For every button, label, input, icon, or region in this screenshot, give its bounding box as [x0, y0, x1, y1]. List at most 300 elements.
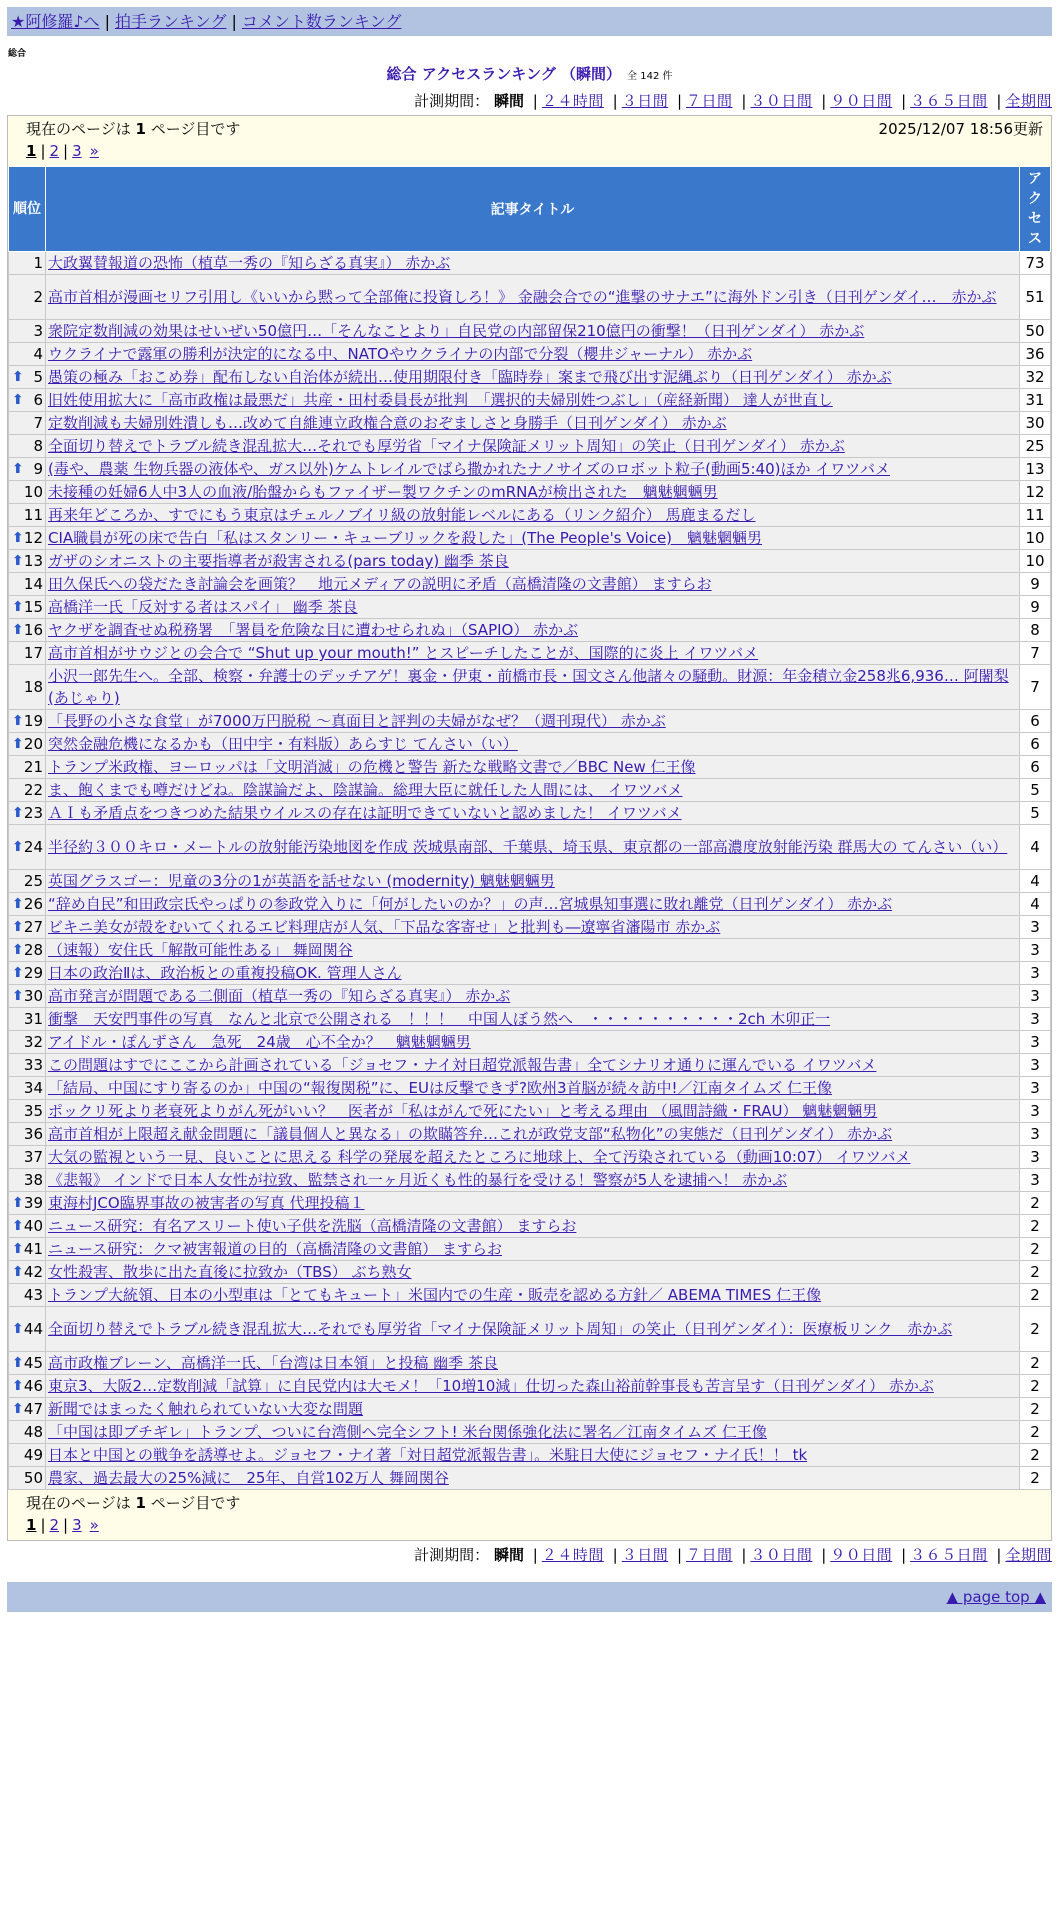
table-row — [9, 870, 1051, 893]
rank-cell — [9, 1444, 46, 1467]
title-cell — [46, 252, 1020, 275]
period-link-30d-bottom[interactable]: ３０日間 — [750, 1546, 813, 1564]
rank-cell — [9, 1398, 46, 1421]
article-link[interactable]: ＡＩも矛盾点をつきつめた結果ウイルスの存在は証明できていないと認めました！ イワツバメ — [48, 804, 682, 822]
period-link-30d[interactable]: ３０日間 — [750, 92, 813, 110]
access-count: 10 — [1020, 527, 1051, 550]
up-arrow-icon: ⬆ — [12, 1218, 24, 1234]
page-next-link[interactable]: » — [89, 142, 99, 160]
access-count: 2 — [1020, 1284, 1051, 1307]
rank-cell — [9, 320, 46, 343]
rank-cell — [9, 642, 46, 665]
article-link[interactable]: 女性殺害、散歩に出た直後に拉致か（TBS） ぶち熟女 — [48, 1263, 412, 1281]
table-row — [9, 458, 1051, 481]
article-link[interactable]: アイドル・ぽんずさん 急死 24歳 心不全か？ 魑魅魍魎男 — [48, 1033, 471, 1051]
title-cell — [46, 1054, 1020, 1077]
access-count: 2 — [1020, 1421, 1051, 1444]
page-next-link-bottom[interactable]: » — [89, 1516, 99, 1534]
rank-cell — [9, 435, 46, 458]
article-link[interactable]: 旧姓使用拡大に「高市政権は最悪だ」共産・田村委員長が批判 「選択的夫婦別姓つぶし」（産経新聞） 達人が世直し — [48, 391, 833, 409]
current-page-text-bottom: 現在のページは 1 ページ目です — [26, 1494, 241, 1512]
pagination-top: 現在のページは 1 ページ目です 2025/12/07 18:56更新 1 | 2 | 3 » — [8, 116, 1051, 166]
table-row — [9, 1398, 1051, 1421]
table-row — [9, 1031, 1051, 1054]
rank-number: 41 — [23, 1240, 43, 1258]
rank-cell — [9, 985, 46, 1008]
article-link[interactable]: ビキニ美女が殻をむいてくれるエビ料理店が人気、「下品な客寄せ」と批判も―遼寧省瀋陽市 赤かぶ — [48, 918, 721, 936]
article-link[interactable]: 農家、過去最大の25%減に 25年、自営102万人 舞岡関谷 — [48, 1469, 449, 1487]
rank-cell — [9, 481, 46, 504]
article-link[interactable]: CIA職員が死の床で告白「私はスタンリー・キューブリックを殺した」(The People's Voice) 魑魅魍魎男 — [48, 529, 763, 547]
table-row — [9, 1467, 1051, 1490]
rank-number: 7 — [33, 414, 43, 432]
title-cell — [46, 619, 1020, 642]
rank-cell — [9, 779, 46, 802]
article-link[interactable]: “辞め自民”和田政宗氏やっぱりの参政党入りに「何がしたいのか？」の声…宮城県知事選に敗れ離党（日刊ゲンダイ） 赤かぶ — [48, 895, 893, 913]
page-current-bottom: 1 — [26, 1516, 37, 1534]
rank-number: 9 — [33, 460, 43, 478]
access-count: 36 — [1020, 343, 1051, 366]
rank-number: 50 — [23, 1469, 43, 1487]
rank-cell — [9, 1307, 46, 1352]
pagination-bottom: 現在のページは 1 ページ目です 1 | 2 | 3 » — [8, 1490, 1051, 1540]
up-arrow-icon: ⬆ — [12, 919, 24, 935]
article-link[interactable]: 東海村JCO臨界事故の被害者の写真 代理投稿１ — [48, 1194, 365, 1212]
article-link[interactable]: ガザのシオニストの主要指導者が殺害される(pars today) 幽季 茶良 — [48, 552, 509, 570]
ranking-box — [7, 115, 1052, 1541]
access-count: 5 — [1020, 779, 1051, 802]
period-link-7d-bottom[interactable]: ７日間 — [686, 1546, 733, 1564]
table-row — [9, 504, 1051, 527]
page-title — [0, 63, 1059, 84]
period-link-24h-bottom[interactable]: ２４時間 — [541, 1546, 604, 1564]
access-count: 7 — [1020, 642, 1051, 665]
rank-number: 18 — [23, 678, 43, 696]
up-arrow-icon: ⬆ — [12, 622, 24, 638]
access-count: 3 — [1020, 916, 1051, 939]
rank-cell — [9, 275, 46, 320]
article-link[interactable]: 未接種の妊婦6人中3人の血液/胎盤からもファイザー製ワクチンのmRNAが検出された 魑魅魍魎男 — [48, 483, 718, 501]
title-cell — [46, 1146, 1020, 1169]
article-link[interactable]: 高橋洋一氏「反対する者はスパイ」 幽季 茶良 — [48, 598, 358, 616]
article-link[interactable]: 再来年どころか、すでにもう東京はチェルノブイリ級の放射能レベルにある（リンク紹介） 馬鹿まるだし — [48, 506, 756, 524]
title-cell — [46, 962, 1020, 985]
title-cell — [46, 1215, 1020, 1238]
access-count: 5 — [1020, 802, 1051, 825]
rank-number: 17 — [23, 644, 43, 662]
page-link-2-bottom[interactable]: 2 — [49, 1516, 60, 1534]
rank-cell — [9, 893, 46, 916]
access-count: 4 — [1020, 870, 1051, 893]
rank-number: 30 — [23, 987, 43, 1005]
access-count: 2 — [1020, 1307, 1051, 1352]
current-page-text: 現在のページは 1 ページ目です — [26, 120, 241, 138]
access-count: 9 — [1020, 573, 1051, 596]
page-link-3[interactable]: 3 — [72, 142, 82, 160]
title-cell — [46, 710, 1020, 733]
access-count: 30 — [1020, 412, 1051, 435]
article-link[interactable]: この問題はすでにここから計画されている「ジョセフ・ナイ対日超党派報告書」全てシナリオ通りに運んでいる イワツバメ — [48, 1056, 877, 1074]
period-link-24h[interactable]: ２４時間 — [541, 92, 604, 110]
title-cell — [46, 1284, 1020, 1307]
table-row — [9, 1077, 1051, 1100]
rank-cell — [9, 1077, 46, 1100]
up-arrow-icon: ⬆ — [12, 839, 24, 855]
article-link[interactable]: ポックリ死より老衰死よりがん死がいい？ 医者が「私はがんで死にたい」と考える理由 （風間詩織・FRAU） 魑魅魍魎男 — [48, 1102, 878, 1120]
title-cell — [46, 825, 1020, 870]
up-arrow-icon: ⬆ — [12, 1321, 24, 1337]
access-count: 3 — [1020, 939, 1051, 962]
article-link[interactable]: 英国グラスゴー：児童の3分の1が英語を話せない (modernity) 魑魅魍魎男 — [48, 872, 555, 890]
comment-ranking-link[interactable]: コメント数ランキング — [241, 12, 402, 31]
access-count: 10 — [1020, 550, 1051, 573]
up-arrow-icon: ⬆ — [12, 988, 24, 1004]
rank-cell — [9, 756, 46, 779]
up-arrow-icon: ⬆ — [12, 1241, 24, 1257]
article-link[interactable]: 「中国は即ブチギレ」トランプ、ついに台湾側へ完全シフト! 米台関係強化法に署名／江南タイムズ 仁王像 — [48, 1423, 767, 1441]
article-link[interactable]: 定数削減も夫婦別姓潰しも…改めて自維連立政権合意のおぞましさと身勝手（日刊ゲンダイ） 赤かぶ — [48, 414, 727, 432]
rank-number: 32 — [23, 1033, 43, 1051]
table-row — [9, 916, 1051, 939]
home-link[interactable]: ★阿修羅♪へ — [11, 12, 100, 31]
header-title: 記事タイトル — [46, 167, 1020, 252]
rank-cell — [9, 458, 46, 481]
rank-cell — [9, 504, 46, 527]
table-row — [9, 1123, 1051, 1146]
title-cell — [46, 389, 1020, 412]
article-link[interactable]: 大気の監視という一見、良いことに思える 科学の発展を超えたところに地球上、全て汚染されている（動画10:07） イワツバメ — [48, 1148, 911, 1166]
up-arrow-icon: ⬆ — [12, 1378, 24, 1394]
page-link-2[interactable]: 2 — [49, 142, 60, 160]
title-cell — [46, 893, 1020, 916]
period-link-all-bottom[interactable]: 全期間 — [1005, 1546, 1052, 1564]
rank-number: 38 — [23, 1171, 43, 1189]
rank-cell — [9, 665, 46, 710]
article-link[interactable]: ニュース研究：有名アスリート使い子供を洗脳（高橋清隆の文書館） ますらお — [48, 1217, 577, 1235]
rank-number: 48 — [23, 1423, 43, 1441]
access-count: 6 — [1020, 756, 1051, 779]
rank-number: 35 — [23, 1102, 43, 1120]
access-count: 3 — [1020, 1008, 1051, 1031]
rank-number: 16 — [23, 621, 43, 639]
rank-number: 36 — [23, 1125, 43, 1143]
access-count: 3 — [1020, 1146, 1051, 1169]
title-cell — [46, 458, 1020, 481]
rank-number: 47 — [23, 1400, 43, 1418]
access-count: 6 — [1020, 710, 1051, 733]
applause-ranking-link[interactable]: 拍手ランキング — [114, 12, 227, 31]
access-count: 25 — [1020, 435, 1051, 458]
access-count: 12 — [1020, 481, 1051, 504]
table-row — [9, 710, 1051, 733]
title-cell — [46, 756, 1020, 779]
article-link[interactable]: 高市首相がサウジとの会合で “Shut up your mouth!” とスピーチしたことが、国際的に炎上 イワツバメ — [48, 644, 759, 662]
rank-number: 15 — [23, 598, 43, 616]
article-link[interactable]: 突然金融危機になるかも（田中宇・有料版）あらすじ てんさい（い） — [48, 735, 518, 753]
title-cell — [46, 665, 1020, 710]
page-current: 1 — [26, 142, 37, 160]
title-cell — [46, 481, 1020, 504]
page-top-link[interactable]: ▲ page top ▲ — [946, 1588, 1046, 1606]
article-link[interactable]: 東京3、大阪2…定数削減「試算」に自民党内は大モメ！「10増10減」仕切った森山裕前幹事長も苦言呈す（日刊ゲンダイ） 赤かぶ — [48, 1377, 934, 1395]
period-link-365d-bottom[interactable]: ３６５日間 — [910, 1546, 988, 1564]
rank-number: 21 — [23, 758, 43, 776]
access-count: 13 — [1020, 458, 1051, 481]
rank-cell — [9, 1467, 46, 1490]
title-cell — [46, 1031, 1020, 1054]
article-link[interactable]: 田久保氏への袋だたき討論会を画策？ 地元メディアの説明に矛盾（高橋清隆の文書館） ますらお — [48, 575, 712, 593]
title-cell — [46, 1421, 1020, 1444]
table-row — [9, 275, 1051, 320]
title-cell — [46, 916, 1020, 939]
rank-number: 34 — [23, 1079, 43, 1097]
period-link-all[interactable]: 全期間 — [1005, 92, 1052, 110]
title-cell — [46, 733, 1020, 756]
table-row — [9, 619, 1051, 642]
table-row — [9, 596, 1051, 619]
rank-number: 14 — [23, 575, 43, 593]
rank-cell — [9, 962, 46, 985]
rank-cell — [9, 1054, 46, 1077]
table-row — [9, 1100, 1051, 1123]
title-cell — [46, 642, 1020, 665]
rank-cell — [9, 1008, 46, 1031]
article-link[interactable]: 高市発言が問題である二側面（植草一秀の『知らざる真実』） 赤かぶ — [48, 987, 511, 1005]
updated-timestamp: 2025/12/07 18:56更新 — [878, 120, 1043, 138]
rank-number: 46 — [23, 1377, 43, 1395]
access-count: 6 — [1020, 733, 1051, 756]
rank-number: 39 — [23, 1194, 43, 1212]
up-arrow-icon: ⬆ — [12, 1195, 24, 1211]
rank-number: 37 — [23, 1148, 43, 1166]
access-count: 3 — [1020, 1169, 1051, 1192]
page-link-3-bottom[interactable]: 3 — [72, 1516, 82, 1534]
access-count: 2 — [1020, 1192, 1051, 1215]
article-link[interactable]: 日本と中国との戦争を誘導せよ。ジョセフ・ナイ著「対日超党派報告書」。米駐日大使にジョセフ・ナイ氏！！ tk — [48, 1446, 808, 1464]
up-arrow-icon: ⬆ — [12, 713, 24, 729]
title-cell — [46, 1307, 1020, 1352]
period-current-bottom: 瞬間 — [493, 1546, 524, 1564]
rank-cell — [9, 825, 46, 870]
article-link[interactable]: 全面切り替えでトラブル続き混乱拡大…それでも厚労省「マイナ保険証メリット周知」の笑止（日刊ゲンダイ） 赤かぶ — [48, 437, 845, 455]
table-row — [9, 756, 1051, 779]
period-link-365d[interactable]: ３６５日間 — [910, 92, 988, 110]
up-arrow-icon: ⬆ — [12, 599, 24, 615]
rank-number: 26 — [23, 895, 43, 913]
access-count: 11 — [1020, 504, 1051, 527]
access-count: 50 — [1020, 320, 1051, 343]
rank-number: 13 — [23, 552, 43, 570]
table-row — [9, 1192, 1051, 1215]
footer-bar — [7, 1582, 1052, 1612]
rank-number: 49 — [23, 1446, 43, 1464]
article-link[interactable]: トランプ米政権、ヨーロッパは「文明消滅」の危機と警告 新たな戦略文書で／BBC New 仁王像 — [48, 758, 696, 776]
table-row — [9, 733, 1051, 756]
title-cell — [46, 779, 1020, 802]
title-cell — [46, 1261, 1020, 1284]
table-row — [9, 985, 1051, 1008]
access-count: 4 — [1020, 825, 1051, 870]
rank-number: 31 — [23, 1010, 43, 1028]
article-link[interactable]: 高市政権ブレーン、高橋洋一氏、「台湾は日本領」と投稿 幽季 茶良 — [48, 1354, 498, 1372]
article-link[interactable]: 衆院定数削減の効果はせいぜい50億円…「そんなことより」自民党の内部留保210億円の衝撃！（日刊ゲンダイ） 赤かぶ — [48, 322, 865, 340]
rank-number: 24 — [23, 838, 43, 856]
table-row — [9, 573, 1051, 596]
table-row — [9, 435, 1051, 458]
title-cell — [46, 275, 1020, 320]
rank-cell — [9, 550, 46, 573]
rank-cell — [9, 1215, 46, 1238]
period-selector-top: 計測期間： 瞬間 | ２４時間 | ３日間 | ７日間 | ３０日間 | ９０日間 | ３６５日間 | 全期間 — [414, 92, 1052, 110]
rank-number: 42 — [23, 1263, 43, 1281]
title-cell — [46, 1444, 1020, 1467]
article-link[interactable]: 高市首相が漫画セリフ引用し《いいから黙って全部俺に投資しろ！》 金融会合での“進撃のサナエ”に海外ドン引き（日刊ゲンダイ… 赤かぶ — [48, 288, 997, 306]
rank-cell — [9, 1169, 46, 1192]
title-cell — [46, 1375, 1020, 1398]
rank-number: 5 — [33, 368, 43, 386]
title-cell — [46, 1467, 1020, 1490]
table-row — [9, 1215, 1051, 1238]
total-count: 全 142 件 — [627, 71, 673, 82]
title-cell — [46, 1008, 1020, 1031]
access-count: 2 — [1020, 1352, 1051, 1375]
rank-cell — [9, 573, 46, 596]
table-row — [9, 665, 1051, 710]
rank-number: 40 — [23, 1217, 43, 1235]
rank-cell — [9, 916, 46, 939]
rank-number: 27 — [23, 918, 43, 936]
title-cell — [46, 1238, 1020, 1261]
period-link-7d[interactable]: ７日間 — [686, 92, 733, 110]
title-cell — [46, 1100, 1020, 1123]
access-count: 3 — [1020, 1100, 1051, 1123]
article-link[interactable]: ヤクザを調査せぬ税務署 「署員を危険な目に遭わせられぬ」（SAPIO） 赤かぶ — [48, 621, 579, 639]
access-count: 73 — [1020, 252, 1051, 275]
table-row — [9, 1307, 1051, 1352]
table-row — [9, 893, 1051, 916]
access-count: 3 — [1020, 1031, 1051, 1054]
table-row — [9, 412, 1051, 435]
access-count: 4 — [1020, 893, 1051, 916]
table-row — [9, 550, 1051, 573]
rank-cell — [9, 1238, 46, 1261]
period-label: 計測期間： — [414, 92, 490, 110]
article-link[interactable]: 大政翼賛報道の恐怖（植草一秀の『知らざる真実』） 赤かぶ — [48, 254, 451, 272]
up-arrow-icon: ⬆ — [12, 530, 24, 546]
article-link[interactable]: ウクライナで露軍の勝利が決定的になる中、NATOやウクライナの内部で分裂（櫻井ジャーナル） 赤かぶ — [48, 345, 753, 363]
article-link[interactable]: 高市首相が上限超え献金問題に「議員個人と異なる」の欺瞞答弁…これが政党支部“私物化”の実態だ（日刊ゲンダイ） 赤かぶ — [48, 1125, 893, 1143]
rank-cell — [9, 1031, 46, 1054]
rank-cell — [9, 1146, 46, 1169]
period-link-90d-bottom[interactable]: ９０日間 — [830, 1546, 893, 1564]
title-cell — [46, 320, 1020, 343]
article-link[interactable]: ま、飽くまでも噂だけどね。陰謀論だよ、陰謀論。総理大臣に就任した人間には、 イワツバメ — [48, 781, 683, 799]
title-cell — [46, 435, 1020, 458]
table-row — [9, 1444, 1051, 1467]
rank-cell — [9, 343, 46, 366]
access-count: 2 — [1020, 1375, 1051, 1398]
access-count: 3 — [1020, 1123, 1051, 1146]
rank-number: 1 — [33, 254, 43, 272]
title-cell — [46, 1352, 1020, 1375]
table-row — [9, 1261, 1051, 1284]
access-count: 7 — [1020, 665, 1051, 710]
table-row — [9, 939, 1051, 962]
rank-number: 29 — [23, 964, 43, 982]
access-count: 3 — [1020, 1077, 1051, 1100]
rank-number: 10 — [23, 483, 43, 501]
rank-cell — [9, 619, 46, 642]
period-current: 瞬間 — [493, 92, 524, 110]
up-arrow-icon: ⬆ — [12, 553, 24, 569]
title-cell — [46, 527, 1020, 550]
period-link-90d[interactable]: ９０日間 — [830, 92, 893, 110]
article-link[interactable]: 衝撃 天安門事件の写真 なんと北京で公開される ！！！ 中国人ぼう然へ ・・・・・・・・・・2ch 木卯正一 — [48, 1010, 831, 1028]
rank-number: 28 — [23, 941, 43, 959]
article-link[interactable]: 《悲報》 インドで日本人女性が拉致、監禁され一ヶ月近くも性的暴行を受ける！警察が5人を逮捕へ！ 赤かぶ — [48, 1171, 788, 1189]
access-count: 2 — [1020, 1261, 1051, 1284]
title-cell — [46, 1123, 1020, 1146]
table-row — [9, 252, 1051, 275]
period-link-3d-bottom[interactable]: ３日間 — [621, 1546, 669, 1564]
rank-number: 33 — [23, 1056, 43, 1074]
article-link[interactable]: ニュース研究：クマ被害報道の目的（高橋清隆の文書館） ますらお — [48, 1240, 503, 1258]
article-link[interactable]: 小沢一郎先生へ。全部、検察・弁護士のデッチアゲ！裏金・伊東・前橋市長・国文さん他諸々の騒動。財源：年金積立金258兆6,936… 阿闍梨(あじゃり) — [48, 667, 1009, 707]
rank-cell — [9, 1421, 46, 1444]
rank-cell — [9, 412, 46, 435]
rank-cell — [9, 733, 46, 756]
ranking-table — [8, 166, 1051, 1490]
table-row — [9, 1421, 1051, 1444]
title-cell — [46, 802, 1020, 825]
period-link-3d[interactable]: ３日間 — [621, 92, 669, 110]
article-link[interactable]: (毒や、農薬 生物兵器の液体や、ガス以外)ケムトレイルでばら撒かれたナノサイズのロボット粒子(動画5:40)ほか イワツバメ — [48, 460, 890, 478]
article-link[interactable]: 半径約３００キロ・メートルの放射能汚染地図を作成 茨城県南部、千葉県、埼玉県、東京都の一部高濃度放射能汚染 群馬大の てんさい（い） — [48, 838, 1008, 856]
up-arrow-icon: ⬆ — [12, 392, 24, 408]
table-row — [9, 320, 1051, 343]
article-link[interactable]: （速報）安住氏「解散可能性ある」 舞岡関谷 — [48, 941, 353, 959]
rank-number: 3 — [33, 322, 43, 340]
up-arrow-icon: ⬆ — [12, 461, 24, 477]
article-link[interactable]: 新聞ではまったく触れられていない大変な問題 — [48, 1400, 364, 1418]
rank-cell — [9, 1192, 46, 1215]
rank-cell — [9, 389, 46, 412]
rank-number: 44 — [23, 1320, 43, 1338]
rank-cell — [9, 710, 46, 733]
title-cell — [46, 1169, 1020, 1192]
table-row — [9, 802, 1051, 825]
top-navigation: ★阿修羅♪へ | 拍手ランキング | コメント数ランキング — [7, 7, 1052, 36]
title-cell — [46, 550, 1020, 573]
title-cell — [46, 596, 1020, 619]
table-row — [9, 1238, 1051, 1261]
article-link[interactable]: トランプ大統領、日本の小型車は「とてもキュート」米国内での生産・販売を認める方針／ ABEMA TIMES 仁王像 — [48, 1286, 822, 1304]
article-link[interactable]: 全面切り替えでトラブル続き混乱拡大…それでも厚労省「マイナ保険証メリット周知」の笑止（日刊ゲンダイ）：医療板リンク 赤かぶ — [48, 1320, 953, 1338]
rank-cell — [9, 596, 46, 619]
article-link[interactable]: 日本の政治Ⅱは、政治板との重複投稿OK. 管理人さん — [48, 964, 402, 982]
access-count: 2 — [1020, 1238, 1051, 1261]
title-cell — [46, 985, 1020, 1008]
up-arrow-icon: ⬆ — [12, 1264, 24, 1280]
title-cell — [46, 366, 1020, 389]
article-link[interactable]: 愚策の極み「おこめ券」配布しない自治体が続出…使用期限付き「臨時券」案まで飛び出す泥縄ぶり（日刊ゲンダイ） 赤かぶ — [48, 368, 892, 386]
title-cell — [46, 1077, 1020, 1100]
category-label: 総合 — [8, 49, 27, 59]
article-link[interactable]: 「結局、中国にすり寄るのか」中国の“報復関税”に、EUは反撃できず?欧州3首脳が続々訪中!／江南タイムズ 仁王像 — [48, 1079, 832, 1097]
rank-number: 4 — [33, 345, 43, 363]
rank-number: 8 — [33, 437, 43, 455]
article-link[interactable]: 「長野の小さな食堂」が7000万円脱税 〜真面目と評判の夫婦がなぜ？（週刊現代） 赤かぶ — [48, 712, 666, 730]
